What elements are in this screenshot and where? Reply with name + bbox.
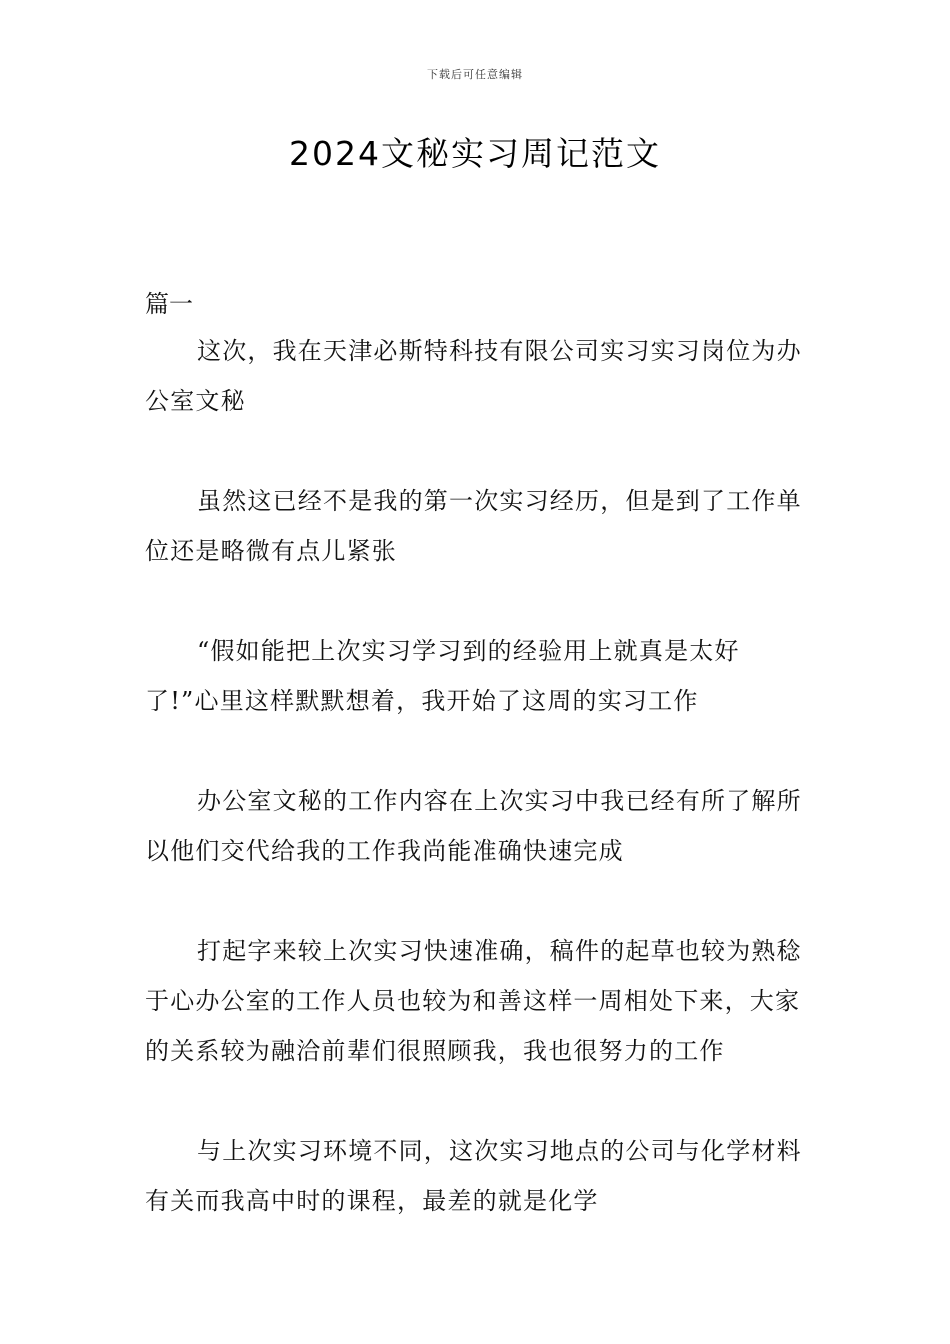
- document-title: 2024文秘实习周记范文: [289, 134, 661, 173]
- paragraph: 打起字来较上次实习快速准确，稿件的起草也较为熟稔于心办公室的工作人员也较为和善这样一周相处下来，大家的关系较为融洽前辈们很照顾我，我也很努力的工作: [145, 937, 802, 1065]
- paragraph: 与上次实习环境不同，这次实习地点的公司与化学材料有关而我高中时的课程，最差的就是化学: [145, 1137, 802, 1215]
- document-body: [145, 326, 810, 1276]
- header-note: 下载后可任意编辑: [427, 68, 523, 81]
- paragraph: 这次，我在天津必斯特科技有限公司实习实习岗位为办公室文秘: [145, 337, 802, 415]
- paragraph: 虽然这已经不是我的第一次实习经历，但是到了工作单位还是略微有点儿紧张: [145, 487, 802, 565]
- section-label: 篇一: [145, 290, 193, 318]
- paragraph: 办公室文秘的工作内容在上次实习中我已经有所了解所以他们交代给我的工作我尚能准确快速完成: [145, 787, 802, 865]
- paragraph: “假如能把上次实习学习到的经验用上就真是太好了!”心里这样默默想着，我开始了这周的实习工作: [145, 637, 740, 715]
